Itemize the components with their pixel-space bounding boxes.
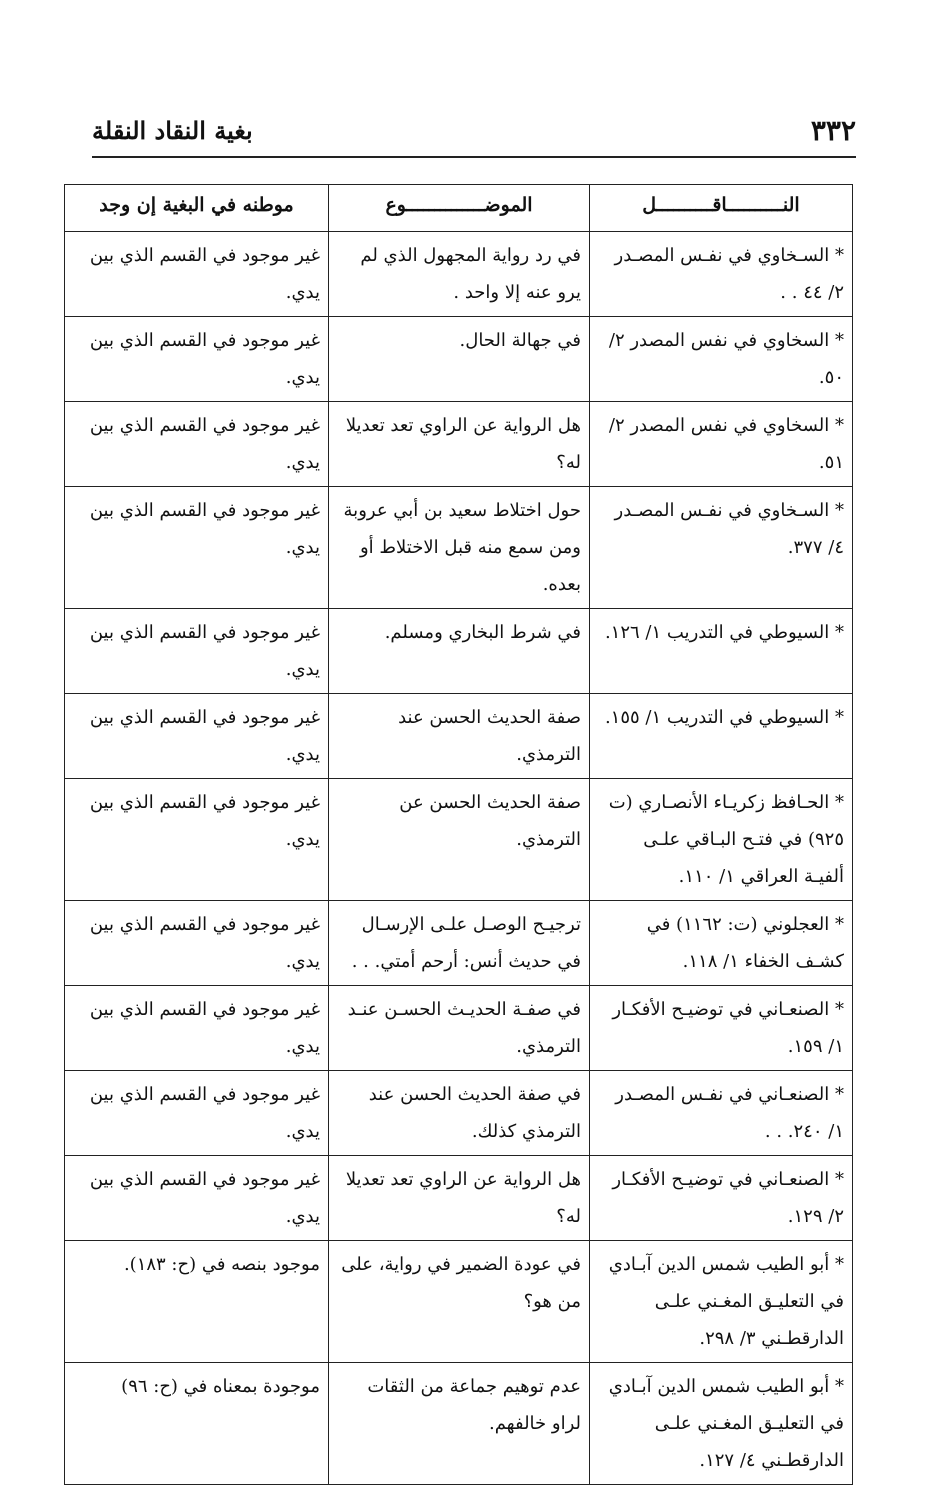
cell-mawtin: غير موجود في القسم الذي بين يدي. (65, 1156, 329, 1241)
cell-mawtin: غير موجود في القسم الذي بين يدي. (65, 779, 329, 901)
page-title: بغية النقاد النقلة (92, 116, 253, 145)
table-row (65, 402, 853, 487)
cell-naql: * أبو الطيب شمس الدين آبـادي في التعليـق المغـني علـى الدارقطـني ٣/ ٢٩٨. (590, 1241, 853, 1363)
cell-naql: * الحـافظ زكريـاء الأنصـاري (ت ٩٢٥) في فتـح البـاقي علـى ألفيـة العراقي ١/ ١١٠. (590, 779, 853, 901)
cell-mawdu: في عودة الضمير في رواية، على من هو؟ (329, 1241, 590, 1363)
cell-mawdu: هل الرواية عن الراوي تعد تعديلا له؟ (329, 402, 590, 487)
references-table (64, 184, 853, 1485)
cell-naql: * الصنعـاني في توضيـح الأفكـار ١/ ١٥٩. (590, 986, 853, 1071)
cell-mawdu: في رد رواية المجهول الذي لم يرو عنه إلا واحد . (329, 232, 590, 317)
cell-mawdu: في جهالة الحال. (329, 317, 590, 402)
cell-mawtin: غير موجود في القسم الذي بين يدي. (65, 986, 329, 1071)
column-header-naql: النــــــــــاقــــــــــل (590, 185, 853, 232)
cell-mawdu: ترجيـح الوصـل علـى الإرسـال في حديث أنس: أرحم أمتي. . . (329, 901, 590, 986)
cell-mawtin: غير موجود في القسم الذي بين يدي. (65, 317, 329, 402)
cell-mawtin: غير موجود في القسم الذي بين يدي. (65, 1071, 329, 1156)
table-row (65, 1071, 853, 1156)
cell-naql: * السيوطي في التدريب ١/ ١٢٦. (590, 609, 853, 694)
table-row (65, 779, 853, 901)
cell-naql: * الصنعـاني في نفـس المصـدر ١/ ٢٤٠. . . (590, 1071, 853, 1156)
table-row (65, 1363, 853, 1485)
cell-mawtin: غير موجود في القسم الذي بين يدي. (65, 232, 329, 317)
table-row (65, 1241, 853, 1363)
table-row (65, 487, 853, 609)
column-header-mawdu: الموضــــــــــــــوع (329, 185, 590, 232)
page-header (92, 108, 856, 158)
cell-mawtin: غير موجود في القسم الذي بين يدي. (65, 487, 329, 609)
cell-mawdu: صفة الحديث الحسن عن الترمذي. (329, 779, 590, 901)
cell-naql: * السخاوي في نفس المصدر ٢/ ٥٠. (590, 317, 853, 402)
cell-mawtin: غير موجود في القسم الذي بين يدي. (65, 402, 329, 487)
cell-mawdu: في شرط البخاري ومسلم. (329, 609, 590, 694)
cell-mawtin: غير موجود في القسم الذي بين يدي. (65, 609, 329, 694)
cell-mawtin: غير موجود في القسم الذي بين يدي. (65, 901, 329, 986)
cell-naql: * السـخاوي في نفـس المصـدر ٤/ ٣٧٧. (590, 487, 853, 609)
column-header-mawtin: موطنه في البغية إن وجد (65, 185, 329, 232)
cell-naql: * السخاوي في نفس المصدر ٢/ ٥١. (590, 402, 853, 487)
cell-naql: * العجلوني (ت: ١١٦٢) في كشـف الخفاء ١/ ١١٨. (590, 901, 853, 986)
cell-mawdu: عدم توهيم جماعة من الثقات لراو خالفهم. (329, 1363, 590, 1485)
cell-mawtin: موجود بنصه في (ح: ١٨٣). (65, 1241, 329, 1363)
cell-naql: * الصنعـاني في توضيـح الأفكـار ٢/ ١٢٩. (590, 1156, 853, 1241)
cell-mawdu: هل الرواية عن الراوي تعد تعديلا له؟ (329, 1156, 590, 1241)
table-row (65, 901, 853, 986)
cell-mawtin: موجودة بمعناه في (ح: ٩٦) (65, 1363, 329, 1485)
cell-mawdu: صفة الحديث الحسن عند الترمذي. (329, 694, 590, 779)
table-row (65, 232, 853, 317)
table-header-row (65, 185, 853, 232)
page-number: ٣٣٢ (810, 114, 856, 147)
table-row (65, 694, 853, 779)
table-row (65, 317, 853, 402)
cell-mawdu: في صفة الحديث الحسن عند الترمذي كذلك. (329, 1071, 590, 1156)
cell-naql: * السـخاوي في نفـس المصـدر ٢/ ٤٤ . . (590, 232, 853, 317)
table-row (65, 986, 853, 1071)
table-row (65, 1156, 853, 1241)
cell-naql: * أبو الطيب شمس الدين آبـادي في التعليـق المغـني علـى الدارقطـني ٤/ ١٢٧. (590, 1363, 853, 1485)
cell-mawdu: في صفـة الحديـث الحسـن عنـد الترمذي. (329, 986, 590, 1071)
cell-mawtin: غير موجود في القسم الذي بين يدي. (65, 694, 329, 779)
table-row (65, 609, 853, 694)
cell-mawdu: حول اختلاط سعيد بن أبي عروبة ومن سمع منه قبل الاختلاط أو بعده. (329, 487, 590, 609)
cell-naql: * السيوطي في التدريب ١/ ١٥٥. (590, 694, 853, 779)
